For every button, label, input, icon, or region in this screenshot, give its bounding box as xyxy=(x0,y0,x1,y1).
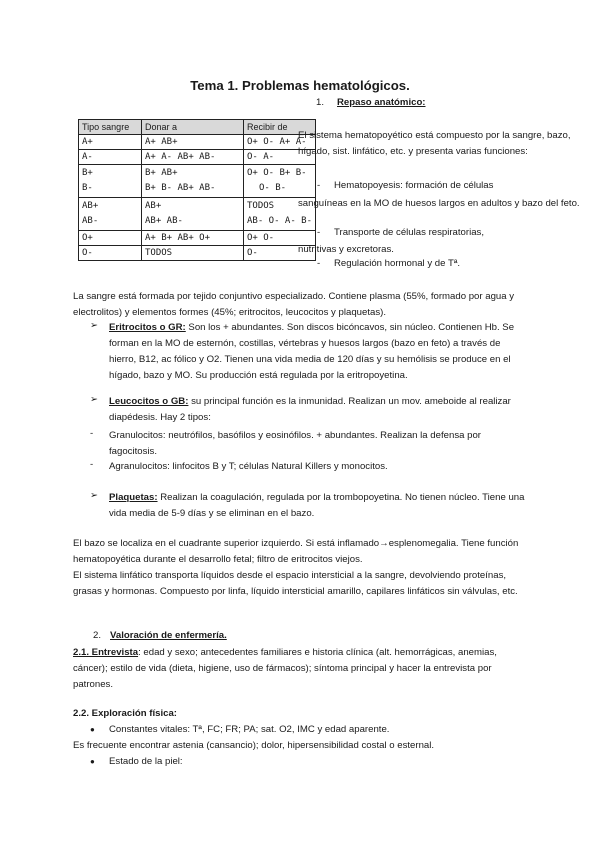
table-cell-line: TODOS xyxy=(247,201,275,211)
table-cell: A+ A- AB+ AB- xyxy=(142,150,244,165)
function-dash: - xyxy=(317,180,321,191)
entrevista-text: : edad y sexo; antecedentes familiares e historia clínica (alt. hemorrágicas, anemias, cáncer); estilo de vida (dieta, higiene, uso de fármacos); síntoma principal y hacer la entrevista por patrones. xyxy=(73,647,497,690)
table-cell-line: AB- O- A- B- xyxy=(247,216,313,226)
table-cell-line: AB+ xyxy=(82,201,99,211)
section-2-number: 2. xyxy=(93,630,102,641)
round-bullet-icon: ● xyxy=(90,757,95,766)
vital-signs-item: Constantes vitales: Tª, FC; FR; PA; sat. O2, IMC y edad aparente. xyxy=(109,724,390,735)
section-1-heading: Repaso anatómico: xyxy=(337,97,426,108)
granulocitos-item: Granulocitos: neutrófilos, basófilos y eosinófilos. + abundantes. Realizan la defensa por fagocitosis. xyxy=(109,430,481,457)
entrevista-paragraph xyxy=(73,645,533,693)
table-cell-line: B+ B- AB+ AB- xyxy=(145,183,216,193)
table-cell: A+ AB+ xyxy=(142,135,244,150)
arrow-bullet-icon: ➢ xyxy=(90,490,99,501)
exploracion-heading: 2.2. Exploración física: xyxy=(73,708,177,719)
eritrocitos-label: Eritrocitos o GR: xyxy=(109,322,186,333)
leucocitos-item xyxy=(109,394,529,426)
function-line: Hematopoyesis: formación de células xyxy=(334,180,494,191)
function-continuation: sanguíneas en la MO de huesos largos en adultos y bazo del feto. xyxy=(298,198,580,209)
astenia-note: Es frecuente encontrar astenia (cansancio); dolor, hipersensibilidad costal o esternal. xyxy=(73,740,435,751)
table-cell xyxy=(79,165,142,198)
skin-state-item: Estado de la piel: xyxy=(109,756,183,767)
table-header-cell: Tipo sangre xyxy=(79,120,142,135)
function-continuation: nutritivas y excretoras. xyxy=(298,244,394,255)
table-cell: O+ O- A+ A- xyxy=(244,135,316,150)
table-header-cell: Recibir de xyxy=(244,120,316,135)
table-cell-line: AB+ xyxy=(145,201,162,211)
plaquetas-label: Plaquetas: xyxy=(109,492,158,503)
eritrocitos-text: Son los + abundantes. Son discos bicóncavos, sin núcleo. Contienen Hb. Se forman en la MO de esternón, costillas, vértebras y huesos largos (bazo en feto) a través de hierro, B12, ac fólico y O2. Tienen una vida media de 120 días y su hemólisis se produce en el hígado, bazo y MO. Su producción está regulada por la eritropoyetina. xyxy=(109,322,515,381)
table-cell-line: O- B- xyxy=(259,183,287,193)
plaquetas-text: Realizan la coagulación, regulada por la trombopoyetina. No tienen núcleo. Tiene una vida media de 5-9 días y se eliminan en el bazo. xyxy=(109,492,525,519)
table-row xyxy=(79,150,316,165)
table-row xyxy=(79,198,316,231)
table-cell-line: B+ xyxy=(82,168,93,178)
arrow-bullet-icon: ➢ xyxy=(90,320,99,331)
function-line: Transporte de células respiratorias, xyxy=(334,227,485,238)
table-cell-line: B+ AB+ xyxy=(145,168,178,178)
entrevista-label: 2.1. Entrevista xyxy=(73,647,139,658)
section-1-number: 1. xyxy=(316,97,325,108)
agranulocitos-item: Agranulocitos: linfocitos B y T; células Natural Killers y monocitos. xyxy=(109,461,388,472)
function-line: Regulación hormonal y de Tª. xyxy=(334,258,461,269)
section-2-heading: Valoración de enfermería. xyxy=(110,630,227,641)
table-cell: O+ xyxy=(79,231,142,246)
hematopoietic-intro: El sistema hematopoyético está compuesto por la sangre, bazo, hígado, sist. linfático, etc. y presenta varias funciones: xyxy=(298,130,571,157)
dash-bullet: - xyxy=(90,459,94,470)
leucocitos-text: su principal función es la inmunidad. Realizan un mov. ameboide al realizar diapédesis. Hay 2 tipos: xyxy=(109,396,511,423)
table-cell xyxy=(142,165,244,198)
table-cell xyxy=(142,198,244,231)
table-cell-line: AB- xyxy=(82,216,99,226)
function-dash: - xyxy=(317,227,321,238)
table-cell xyxy=(244,165,316,198)
table-cell: O+ O- xyxy=(244,231,316,246)
eritrocitos-item xyxy=(109,320,529,384)
function-dash: - xyxy=(317,258,321,269)
dash-bullet: - xyxy=(90,428,94,439)
table-cell: TODOS xyxy=(142,246,244,261)
table-cell: O- xyxy=(244,246,316,261)
table-cell xyxy=(79,198,142,231)
spleen-paragraph: El bazo se localiza en el cuadrante superior izquierdo. Si está inflamado→esplenomegalia. Tiene función hematopoyética durante el desarrollo fetal; filtro de eritrocitos viejos. xyxy=(73,538,519,565)
table-cell-line: B- xyxy=(82,183,93,193)
table-cell: O- xyxy=(79,246,142,261)
blood-composition-paragraph: La sangre está formada por tejido conjuntivo especializado. Contiene plasma (55%, formado por agua y electrolitos) y elementos formes (45%; eritrocitos, leucocitos y plaquetas). xyxy=(73,291,515,318)
arrow-bullet-icon: ➢ xyxy=(90,394,99,405)
table-header-row xyxy=(79,120,316,135)
table-row xyxy=(79,135,316,150)
plaquetas-item xyxy=(109,490,529,522)
page-title: Tema 1. Problemas hematológicos. xyxy=(190,78,410,93)
blood-compatibility-table xyxy=(78,119,316,261)
table-cell-line: AB+ AB- xyxy=(145,216,183,226)
table-row xyxy=(79,165,316,198)
table-row xyxy=(79,246,316,261)
table-cell: A+ B+ AB+ O+ xyxy=(142,231,244,246)
table-cell: O- A- xyxy=(244,150,316,165)
table-cell-line: O+ O- B+ B- xyxy=(247,168,307,178)
table-cell: A- xyxy=(79,150,142,165)
leucocitos-label: Leucocitos o GB: xyxy=(109,396,189,407)
table-cell: A+ xyxy=(79,135,142,150)
round-bullet-icon: ● xyxy=(90,725,95,734)
table-header-cell: Donar a xyxy=(142,120,244,135)
table-row xyxy=(79,231,316,246)
lymphatic-paragraph: El sistema linfático transporta líquidos desde el espacio intersticial a la sangre, devolviendo proteínas, grasas y hormonas. Compuesto por linfa, líquido intersticial amarillo, capilares linfáticos sin válvulas, etc. xyxy=(73,570,518,597)
